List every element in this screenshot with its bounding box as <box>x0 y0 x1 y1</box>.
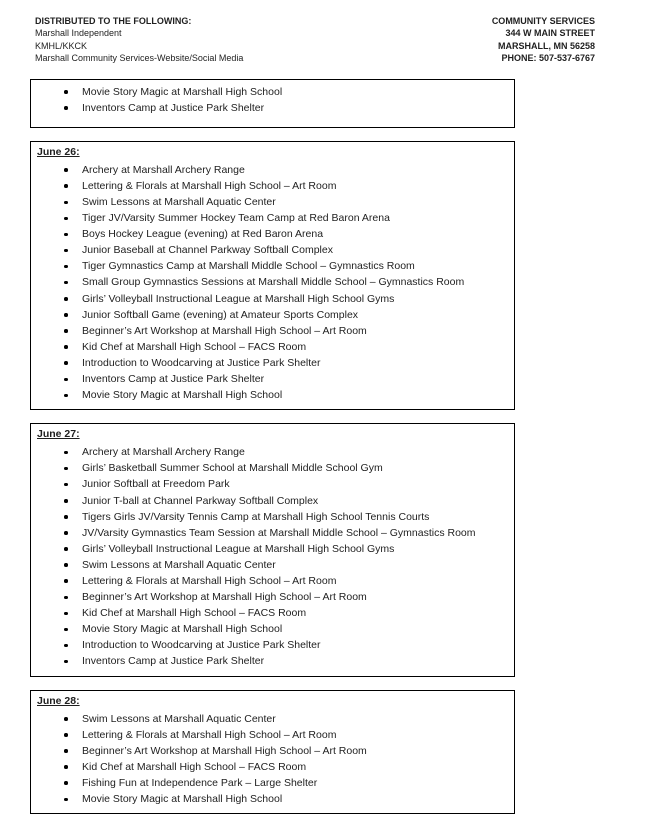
page-header <box>0 0 645 65</box>
event-item: Inventors Camp at Justice Park Shelter <box>63 653 506 669</box>
event-box-june-26 <box>30 141 515 410</box>
city-state-zip: MARSHALL, MN 56258 <box>497 40 595 51</box>
event-item: Swim Lessons at Marshall Aquatic Center <box>63 711 506 727</box>
street-address: 344 W MAIN STREET <box>505 28 595 39</box>
event-item: Tiger JV/Varsity Summer Hockey Team Camp at Red Baron Arena <box>63 210 506 226</box>
event-item: Kid Chef at Marshall High School – FACS Room <box>63 759 506 775</box>
event-item: Movie Story Magic at Marshall High School <box>63 387 506 403</box>
event-item: Inventors Camp at Justice Park Shelter <box>63 100 506 116</box>
event-item: Girls’ Basketball Summer School at Marshall Middle School Gym <box>63 460 506 476</box>
organization-name: COMMUNITY SERVICES <box>491 16 595 26</box>
event-box-june-28 <box>30 690 515 815</box>
distribution-line: KMHL/KKCK <box>35 40 88 51</box>
event-item: Archery at Marshall Archery Range <box>63 162 506 178</box>
event-item: Kid Chef at Marshall High School – FACS Room <box>63 605 506 621</box>
distribution-title: DISTRIBUTED TO THE FOLLOWING: <box>35 16 192 26</box>
event-item: Tigers Girls JV/Varsity Tennis Camp at Marshall High School Tennis Courts <box>63 509 506 525</box>
event-item: Movie Story Magic at Marshall High School <box>63 84 506 100</box>
event-item: Archery at Marshall Archery Range <box>63 444 506 460</box>
event-item: Swim Lessons at Marshall Aquatic Center <box>63 194 506 210</box>
event-item: Boys Hockey League (evening) at Red Baron Arena <box>63 226 506 242</box>
date-heading: June 28: <box>37 694 80 707</box>
event-item: Girls’ Volleyball Instructional League at Marshall High School Gyms <box>63 291 506 307</box>
event-item: Lettering & Florals at Marshall High School – Art Room <box>63 573 506 589</box>
event-item: Tiger Gymnastics Camp at Marshall Middle School – Gymnastics Room <box>63 258 506 274</box>
event-list <box>37 84 506 116</box>
date-heading: June 26: <box>37 145 80 158</box>
event-item: Junior Softball at Freedom Park <box>63 476 506 492</box>
event-item: Beginner’s Art Workshop at Marshall High School – Art Room <box>63 743 506 759</box>
event-item: Lettering & Florals at Marshall High School – Art Room <box>63 178 506 194</box>
phone-number: PHONE: 507-537-6767 <box>501 53 595 64</box>
event-item: Lettering & Florals at Marshall High School – Art Room <box>63 727 506 743</box>
distribution-line: Marshall Community Services-Website/Social Media <box>35 53 244 64</box>
event-list <box>37 711 506 808</box>
event-item: Movie Story Magic at Marshall High School <box>63 791 506 807</box>
event-item: Junior Baseball at Channel Parkway Softball Complex <box>63 242 506 258</box>
event-item: Fishing Fun at Independence Park – Large Shelter <box>63 775 506 791</box>
event-item: Beginner’s Art Workshop at Marshall High School – Art Room <box>63 589 506 605</box>
contact-block <box>492 15 595 65</box>
event-item: Inventors Camp at Justice Park Shelter <box>63 371 506 387</box>
event-list <box>37 444 506 669</box>
event-item: Introduction to Woodcarving at Justice Park Shelter <box>63 355 506 371</box>
event-box-june-27 <box>30 423 515 676</box>
event-list <box>37 162 506 403</box>
event-item: Small Group Gymnastics Sessions at Marshall Middle School – Gymnastics Room <box>63 274 506 290</box>
event-item: Swim Lessons at Marshall Aquatic Center <box>63 557 506 573</box>
event-item: Movie Story Magic at Marshall High School <box>63 621 506 637</box>
date-heading: June 27: <box>37 428 80 441</box>
distribution-line: Marshall Independent <box>35 28 122 39</box>
event-item: Introduction to Woodcarving at Justice Park Shelter <box>63 637 506 653</box>
event-item: Kid Chef at Marshall High School – FACS Room <box>63 339 506 355</box>
event-sections <box>30 79 515 814</box>
event-item: Junior T-ball at Channel Parkway Softball Complex <box>63 493 506 509</box>
distribution-list <box>35 15 243 65</box>
event-item: JV/Varsity Gymnastics Team Session at Marshall Middle School – Gymnastics Room <box>63 525 506 541</box>
event-item: Beginner’s Art Workshop at Marshall High School – Art Room <box>63 323 506 339</box>
event-item: Junior Softball Game (evening) at Amateur Sports Complex <box>63 307 506 323</box>
event-box-continued <box>30 79 515 128</box>
event-item: Girls’ Volleyball Instructional League at Marshall High School Gyms <box>63 541 506 557</box>
